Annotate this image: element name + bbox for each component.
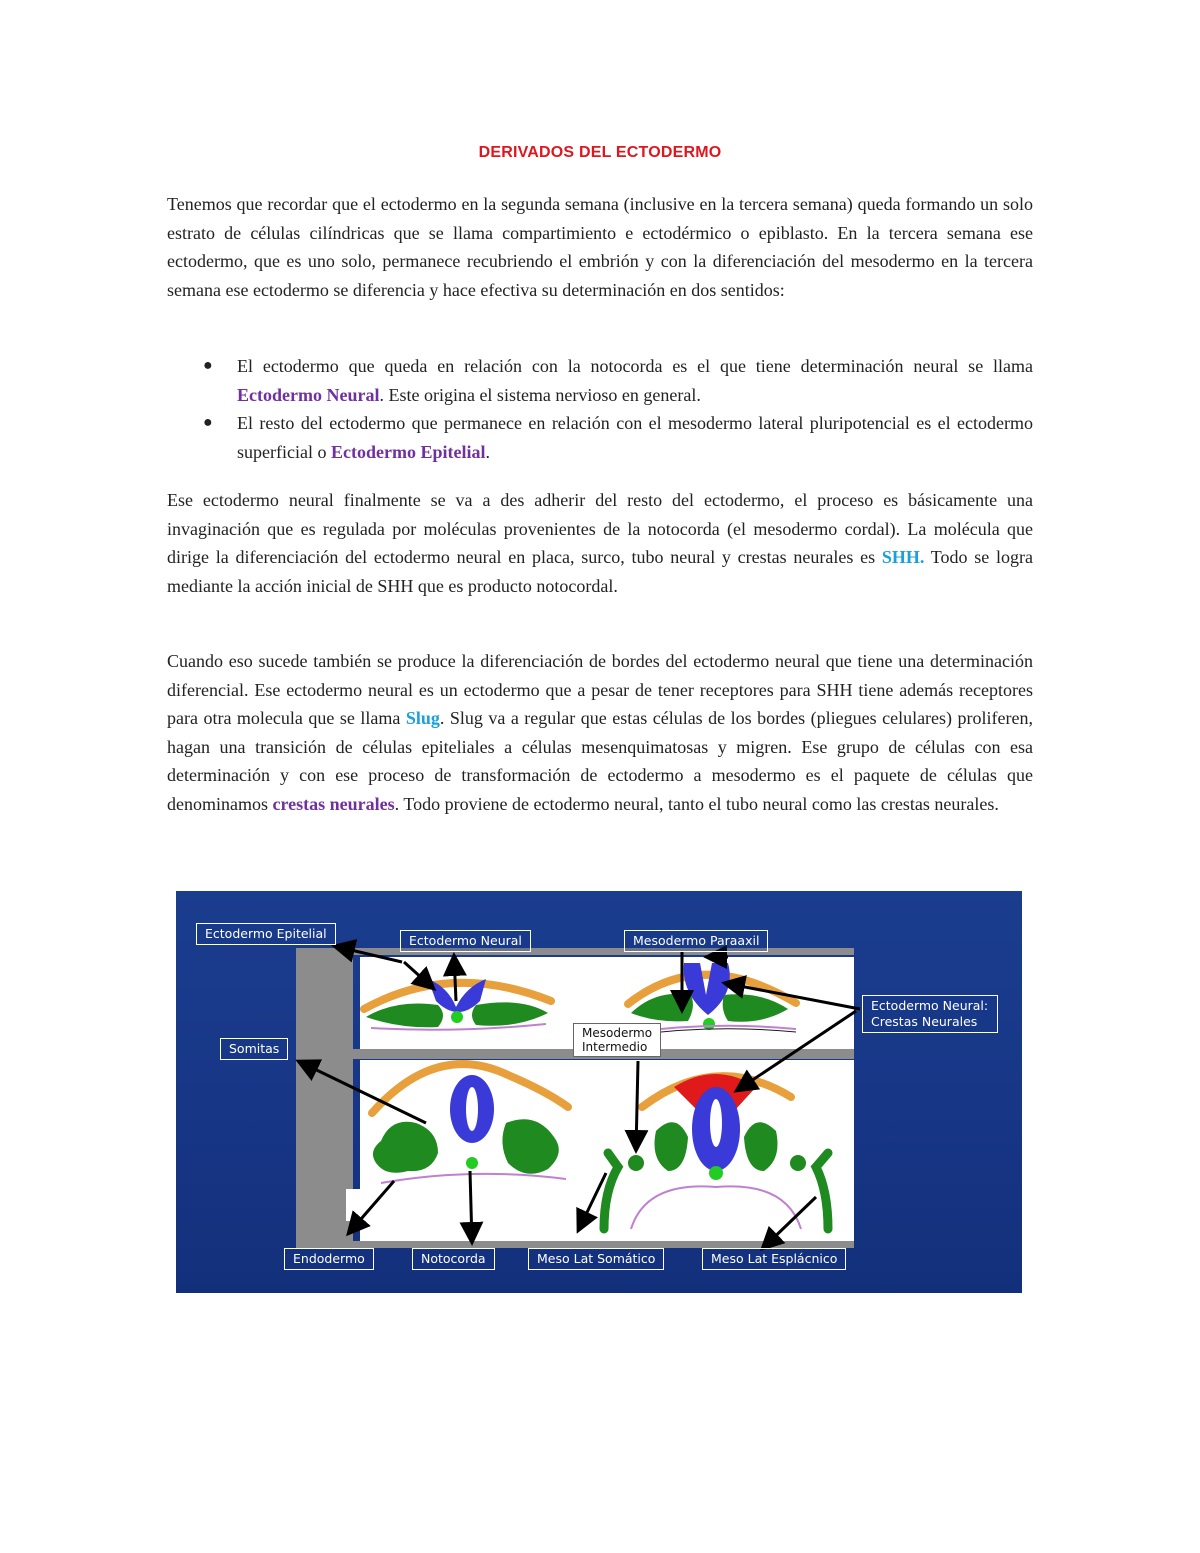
label-meso-lat-somatico: Meso Lat Somático xyxy=(528,1248,664,1270)
diagram-illustration xyxy=(176,891,1022,1293)
label-ectodermo-neural: Ectodermo Neural xyxy=(400,930,531,952)
bullet1-text-end: . Este origina el sistema nervioso en general. xyxy=(379,384,701,405)
label-mesodermo-paraaxil: Mesodermo Paraaxil xyxy=(624,930,768,952)
paragraph2-text-end: Todo se logra mediante la acción inicial de SHH que es producto notocordal. xyxy=(167,547,1033,596)
highlight-shh: SHH. xyxy=(881,547,925,568)
ectoderm-diagram xyxy=(176,891,1022,1293)
highlight-slug: Slug xyxy=(405,708,440,729)
frame-notch xyxy=(346,1189,360,1221)
label-endodermo: Endodermo xyxy=(284,1248,374,1270)
paragraph-2 xyxy=(167,486,1033,600)
paragraph3-text-end: . Todo proviene de ectodermo neural, tanto el tubo neural como las crestas neurales. xyxy=(394,793,999,814)
bullet2-text-end: . xyxy=(485,441,490,462)
paragraph3-text: Cuando eso sucede también se produce la diferenciación de bordes del ectodermo neural que tiene una determinación diferencial. Ese ectodermo neural es un ectodermo que a pesar de tener receptores para SHH tiene además receptores para otra molecula que se llama xyxy=(167,651,1033,729)
label-crestas-neurales xyxy=(862,995,998,1033)
bullet1-text: El ectodermo que queda en relación con la notocorda es el que tiene determinación neural se llama xyxy=(237,356,1033,376)
bullet-list xyxy=(167,352,1033,466)
highlight-crestas-neurales: crestas neurales xyxy=(272,793,395,814)
arrow-notocorda xyxy=(470,1171,472,1243)
grey-frame-left xyxy=(296,948,353,1248)
highlight-ectodermo-neural: Ectodermo Neural xyxy=(237,384,380,405)
label-ectodermo-epitelial: Ectodermo Epitelial xyxy=(196,923,336,945)
grey-frame-top xyxy=(296,948,854,955)
bullet-item-2 xyxy=(167,409,1033,466)
paragraph-1: Tenemos que recordar que el ectodermo en la segunda semana (inclusive en la tercera semana) queda formando un solo estrato de células cilíndricas que se llama compartimiento e ectodérmico o epiblasto. En la tercera semana ese ectodermo, que es uno solo, permanece recubriendo el embrión y con la diferenciación del mesodermo en la tercera semana ese ectodermo se diferencia y hace efectiva su determinación en dos sentidos: xyxy=(167,194,1033,300)
paragraph3-text-middle: . Slug va a regular que estas células de los bordes (pliegues celulares) proliferen, hagan una transición de células epiteliales a células mesenquimatosas y migren. Ese grupo de células con esa determinación y con ese proceso de transformación de ectodermo a mesodermo es el paquete de células que denominamos xyxy=(167,708,1033,814)
bullet-dot-icon: ● xyxy=(203,357,213,374)
bullet2-text: El resto del ectodermo que permanece en relación con el mesodermo lateral pluripotencial es el ectodermo superficial o xyxy=(237,413,1033,462)
label-somitas: Somitas xyxy=(220,1038,288,1060)
arrow-ectodermo-neural xyxy=(454,955,456,1001)
arrow-mesodermo-intermedio xyxy=(636,1061,638,1151)
document-title: DERIVADOS DEL ECTODERMO xyxy=(478,144,722,161)
label-meso-lat-esplacnico: Meso Lat Esplácnico xyxy=(702,1248,846,1270)
bullet-dot-icon: ● xyxy=(203,414,213,432)
paragraph2-text: Ese ectodermo neural finalmente se va a des adherir del resto del ectodermo, el proceso es básicamente una invaginación que es regulada por moléculas provenientes de la notocorda (el mesodermo cordal). La molécula que dirige la diferenciación del ectodermo neural en placa, surco, tubo neural y crestas neurales es xyxy=(167,490,1033,568)
label-notocorda: Notocorda xyxy=(412,1248,495,1270)
paragraph-3 xyxy=(167,647,1033,819)
bullet-item-1 xyxy=(167,352,1033,409)
label-crestas-line1: Ectodermo Neural: xyxy=(871,998,989,1013)
label-crestas-line2: Crestas Neurales xyxy=(871,1014,978,1029)
label-mesodermo-intermedio: Mesodermo Intermedio xyxy=(573,1023,661,1057)
highlight-ectodermo-epitelial: Ectodermo Epitelial xyxy=(330,441,486,462)
